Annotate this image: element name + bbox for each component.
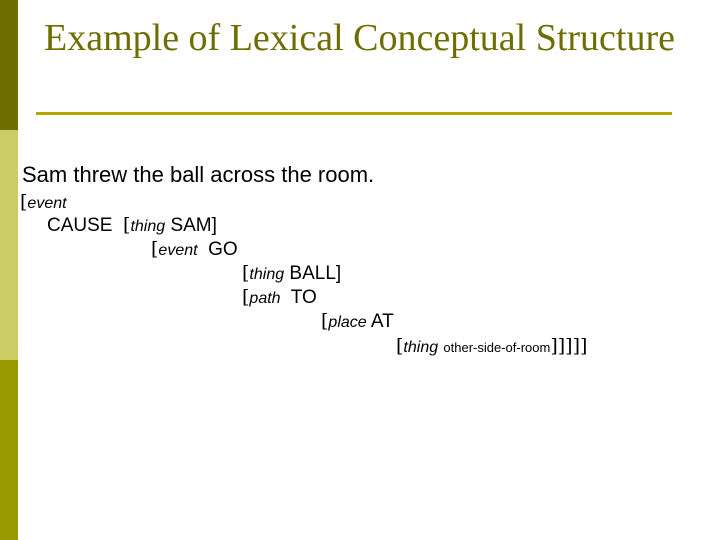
lcs-line-cause bbox=[47, 213, 217, 239]
left-bar-middle bbox=[0, 130, 18, 360]
lcs-line-go bbox=[151, 237, 238, 263]
open-bracket: [ bbox=[242, 262, 250, 284]
lcs-label: thing bbox=[130, 218, 166, 235]
lcs-value: TO bbox=[290, 287, 317, 308]
open-bracket: [ bbox=[20, 191, 28, 213]
lcs-label: event bbox=[158, 242, 198, 259]
lcs-value: other-side-of-room bbox=[443, 340, 551, 355]
lcs-line-path bbox=[242, 285, 317, 311]
left-bar-bottom bbox=[0, 360, 18, 540]
lcs-label: thing bbox=[403, 339, 439, 356]
open-bracket: [ bbox=[321, 310, 329, 332]
lcs-label: thing bbox=[249, 266, 285, 283]
closing-brackets: ]]]]] bbox=[550, 335, 588, 357]
lcs-value: GO bbox=[208, 239, 238, 260]
lcs-line-ball bbox=[242, 261, 341, 287]
lcs-label: place bbox=[328, 314, 367, 331]
lcs-label: path bbox=[249, 290, 281, 307]
lcs-value: SAM] bbox=[170, 215, 217, 236]
example-sentence: Sam threw the ball across the room. bbox=[22, 162, 375, 187]
open-bracket: [ bbox=[396, 335, 404, 357]
open-bracket: [ bbox=[151, 238, 159, 260]
left-bar-top bbox=[0, 0, 18, 130]
lcs-value: BALL] bbox=[289, 263, 342, 284]
lcs-label: event bbox=[27, 195, 67, 212]
slide-title: Example of Lexical Conceptual Structure bbox=[44, 17, 675, 59]
title-underline bbox=[36, 112, 672, 115]
lcs-head: CAUSE bbox=[47, 215, 113, 236]
open-bracket: [ bbox=[123, 214, 131, 236]
open-bracket: [ bbox=[242, 286, 250, 308]
lcs-line-thing-room bbox=[396, 334, 587, 360]
lcs-line-place bbox=[321, 309, 394, 335]
lcs-value: AT bbox=[370, 311, 394, 332]
